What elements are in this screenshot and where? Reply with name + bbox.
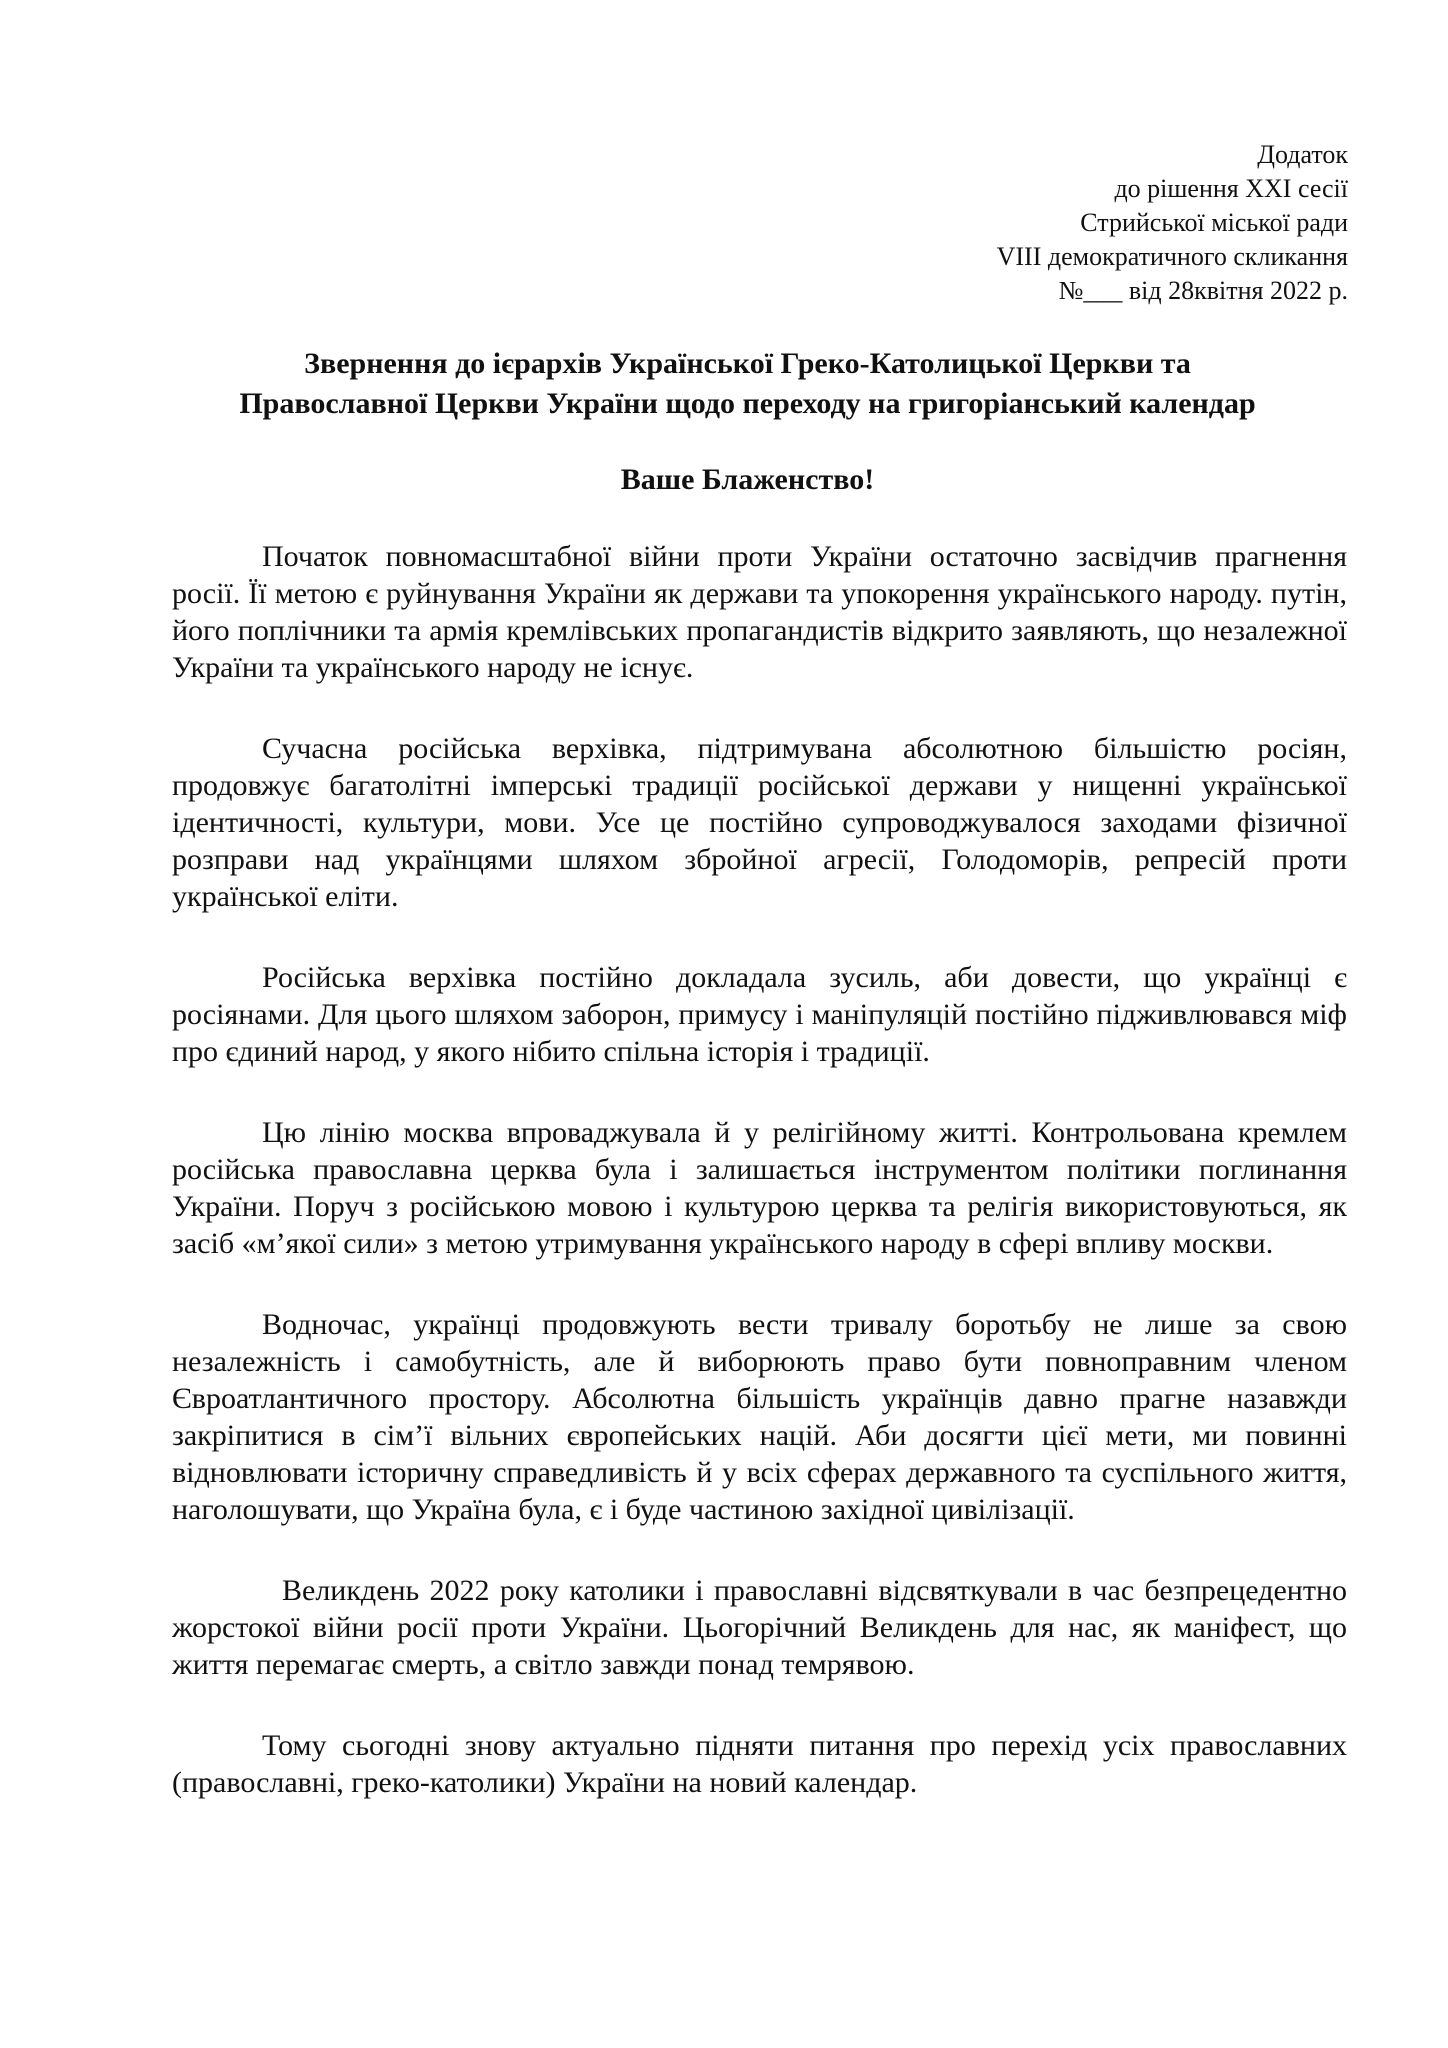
appendix-number-date: №___ від 28квітня 2022 р. [1058,276,1348,305]
appendix-block [997,138,1348,308]
paragraph: Тому сьогодні знову актуально підняти питання про перехід усіх православних (православні, греко-католики) України на новий календар. [172,1729,1347,1799]
paragraph: Цю лінію москва впроваджувала й у релігійному житті. Контрольована кремлем російська православна церква була і залишається інструментом політики поглинання України. Поруч з російською мовою і культурою церква та релігія використовуються, як засіб «м’якої сили» з метою утримування українського народу в сфері впливу москви. [172,1116,1347,1260]
title-line-1: Звернення до ієрархів Української Греко-Католицької Церкви та [304,347,1191,380]
appendix-council-name: Стрийської міської ради [1080,208,1348,237]
appendix-convocation: VIII демократичного скликання [996,242,1348,271]
paragraph: Водночас, українці продовжують вести тривалу боротьбу не лише за свою незалежність і самобутність, але й виборюють право бути повноправним членом Євроатлантичного простору. Абсолютна більшість українців давно прагне назавжди закріпитися в сім’ї вільних європейських націй. Аби досягти цієї мети, ми повинні відновлювати історичну справедливість й у всіх сферах державного та суспільного життя, наголошувати, що Україна була, є і буде частиною західної цивілізації. [172,1308,1347,1526]
paragraph: Великдень 2022 року католики і православні відсвяткували в час безпрецедентно жорстокої війни росії проти України. Цьогорічний Великдень для нас, як маніфест, що життя перемагає смерть, а світло завжди понад темрявою. [172,1574,1347,1681]
appendix-decision-ref: до рішення XXI сесії [1114,174,1348,203]
document-title [150,344,1345,424]
title-line-2: Православної Церкви України щодо переходу на григоріанський календар [239,387,1256,420]
paragraph: Російська верхівка постійно докладала зусиль, аби довести, що українці є росіянами. Для цього шляхом заборон, примусу і маніпуляцій постійно підживлювався міф про єдиний народ, у якого нібито спільна історія і традиції. [172,961,1347,1068]
paragraph: Сучасна російська верхівка, підтримувана абсолютною більшістю росіян, продовжує багатолітні імперські традиції російської держави у нищенні української ідентичності, культури, мови. Усе це постійно супроводжувалося заходами фізичної розправи над українцями шляхом збройної агресії, Голодоморів, репресій проти української еліти. [172,732,1347,913]
body-text [172,538,1347,1845]
appendix-heading: Додаток [1257,140,1348,169]
greeting: Ваше Блаженство! [620,463,875,496]
paragraph: Початок повномасштабної війни проти України остаточно засвідчив прагнення росії. Її метою є руйнування України як держави та упокорення українського народу. путін, його поплічники та армія кремлівських пропагандистів відкрито заявляють, що незалежної України та українського народу не існує. [172,540,1347,684]
